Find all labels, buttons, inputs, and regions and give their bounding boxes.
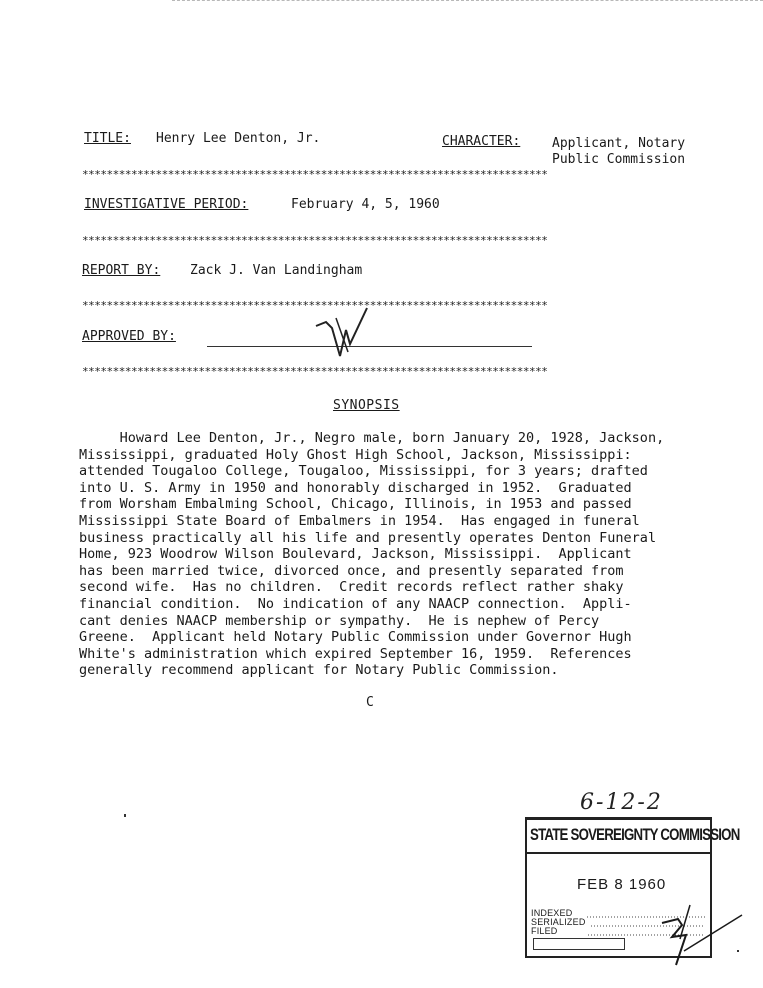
- synopsis-line: has been married twice, divorced once, and presently separated from: [79, 562, 624, 579]
- stamp-divider: [527, 852, 710, 854]
- separator: ****************************************************************************: [82, 365, 548, 378]
- character-label: CHARACTER:: [442, 134, 521, 149]
- synopsis-line: Howard Lee Denton, Jr., Negro male, born January 20, 1928, Jackson,: [79, 430, 665, 446]
- synopsis-line: White's administration which expired September 16, 1959. References: [79, 645, 632, 662]
- title-label: TITLE:: [84, 131, 131, 146]
- title-value: Henry Lee Denton, Jr.: [156, 131, 321, 146]
- stamp-initials-signature: [650, 895, 750, 970]
- separator: ****************************************************************************: [82, 299, 548, 312]
- synopsis-line: second wife. Has no children. Credit records reflect rather shaky: [79, 579, 624, 596]
- synopsis-line: generally recommend applicant for Notary Public Commission.: [79, 662, 559, 679]
- stamp-serialized: SERIALIZED: [531, 917, 586, 927]
- synopsis-line: Mississippi, graduated Holy Ghost High School, Jackson, Mississippi:: [79, 446, 632, 463]
- synopsis-line: Greene. Applicant held Notary Public Commission under Governor Hugh: [79, 629, 632, 646]
- report-by-label: REPORT BY:: [82, 263, 161, 278]
- handwritten-file-number: 6-12-2: [580, 790, 663, 815]
- report-by-value: Zack J. Van Landingham: [190, 263, 363, 278]
- investigative-period-value: February 4, 5, 1960: [291, 197, 440, 212]
- synopsis-line: business practically all his life and presently operates Denton Funeral: [79, 529, 657, 546]
- synopsis-line: attended Tougaloo College, Tougaloo, Mississippi, for 3 years; drafted: [79, 463, 648, 480]
- synopsis-line: financial condition. No indication of any NAACP connection. Appli-: [79, 595, 632, 612]
- stamp-entry-box: [533, 938, 625, 950]
- synopsis-line: cant denies NAACP membership or sympathy. He is nephew of Percy: [79, 612, 600, 629]
- synopsis-line: Home, 923 Woodrow Wilson Boulevard, Jackson, Mississippi. Applicant: [79, 546, 632, 563]
- top-dashed-rule: [172, 0, 763, 1]
- separator: ****************************************************************************: [82, 168, 548, 181]
- stray-mark: [124, 814, 126, 817]
- approved-by-label: APPROVED BY:: [82, 329, 176, 344]
- approval-initials-signature: [312, 300, 372, 360]
- stamp-filed: FILED: [531, 926, 558, 936]
- stamp-indexed: INDEXED: [531, 908, 573, 918]
- center-mark: C: [366, 695, 374, 710]
- investigative-period-label: INVESTIGATIVE PERIOD:: [84, 197, 249, 212]
- separator: ****************************************************************************: [82, 234, 548, 247]
- synopsis-body: [79, 430, 734, 679]
- synopsis-heading: SYNOPSIS: [333, 398, 400, 413]
- stamp-date: FEB 8 1960: [577, 876, 667, 893]
- synopsis-line: Mississippi State Board of Embalmers in 1954. Has engaged in funeral: [79, 512, 640, 529]
- character-value-line1: Applicant, Notary: [552, 136, 686, 151]
- synopsis-line: from Worsham Embalming School, Chicago, Illinois, in 1953 and passed: [79, 496, 632, 513]
- character-value-line2: Public Commission: [552, 152, 686, 167]
- synopsis-line: into U. S. Army in 1950 and honorably discharged in 1952. Graduated: [79, 479, 632, 496]
- stamp-title: STATE SOVEREIGNTY COMMISSION: [530, 825, 740, 844]
